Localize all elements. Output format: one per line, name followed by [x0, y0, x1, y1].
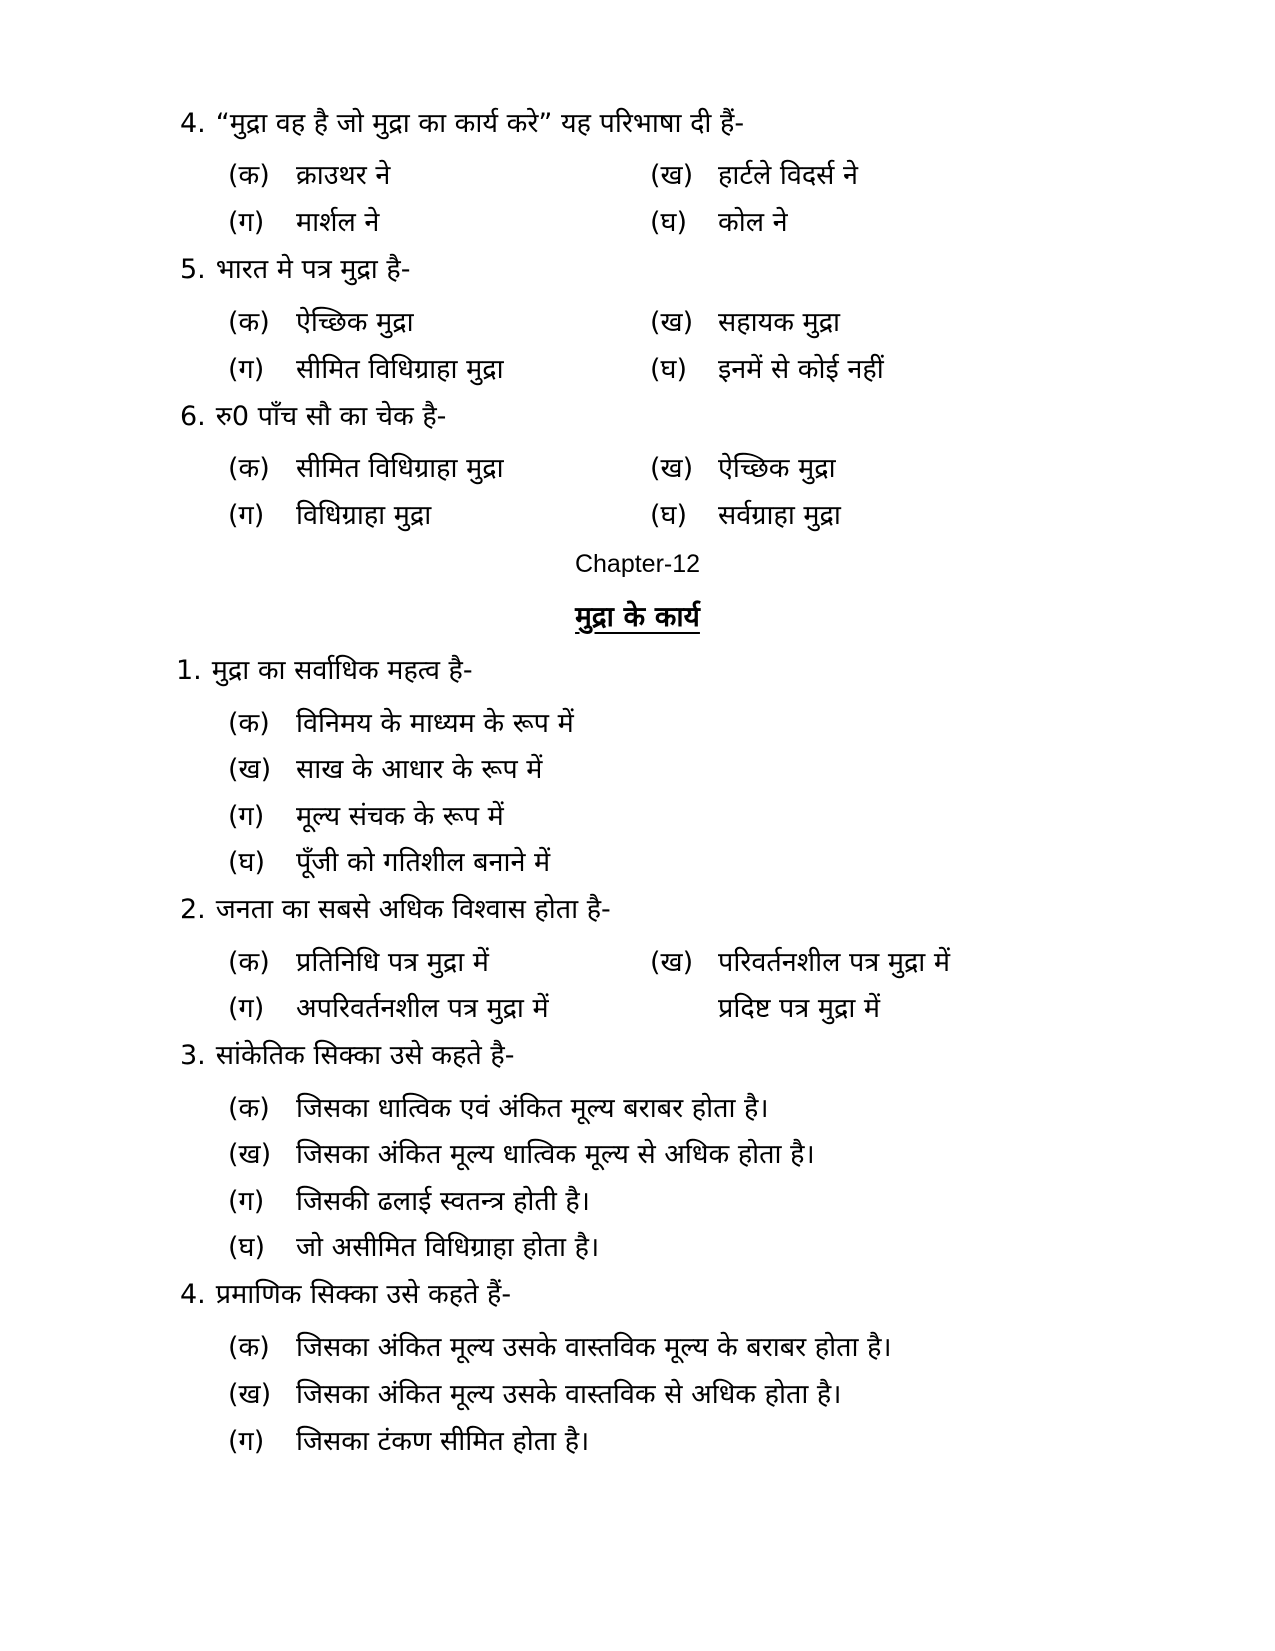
chapter-label: Chapter-12 [574, 550, 701, 578]
question-text: प्रमाणिक सिक्का उसे कहते हैं- [215, 1279, 512, 1310]
option-label: (घ) [650, 207, 688, 238]
question-number: 6. [180, 401, 206, 432]
question-text: रु0 पाँच सौ का चेक है- [215, 401, 447, 432]
option-label: (क) [228, 307, 270, 338]
option-text: इनमें से कोई नहीं [718, 354, 884, 385]
option-label: (ख) [650, 947, 694, 978]
option-label: (क) [228, 160, 270, 191]
option-label: (ख) [650, 160, 694, 191]
question-b2 [180, 892, 611, 928]
question-b1 [176, 653, 473, 689]
option-text: ऐच्छिक मुद्रा [718, 453, 836, 484]
option-text: मार्शल ने [296, 207, 380, 238]
option-text: साख के आधार के रूप में [296, 754, 543, 785]
question-text: भारत मे पत्र मुद्रा है- [215, 254, 411, 285]
option-label: (ग) [228, 993, 265, 1024]
option-label: (क) [228, 453, 270, 484]
question-number: 3. [180, 1040, 206, 1071]
option-text: जिसका अंकित मूल्य उसके वास्तविक मूल्य के बराबर होता है। [296, 1332, 892, 1363]
option-text: हार्टले विदर्स ने [718, 160, 858, 191]
chapter-title [0, 598, 1275, 636]
option-text: विनिमय के माध्यम के रूप में [296, 708, 574, 739]
option-text: जिसका अंकित मूल्य उसके वास्तविक से अधिक होता है। [296, 1379, 842, 1410]
option-label: (घ) [228, 1232, 266, 1263]
option-label: (ग) [228, 801, 265, 832]
option-label: (क) [228, 1332, 270, 1363]
option-text: क्राउथर ने [296, 160, 391, 191]
question-b3 [180, 1038, 514, 1074]
option-text: जिसकी ढलाई स्वतन्त्र होती है। [296, 1186, 590, 1217]
option-label: (क) [228, 947, 270, 978]
option-text: जिसका टंकण सीमित होता है। [296, 1426, 590, 1457]
chapter-title-text: मुद्रा के कार्य [575, 600, 700, 633]
question-number: 4. [180, 1279, 206, 1310]
question-number: 4. [180, 108, 206, 139]
option-text: प्रतिनिधि पत्र मुद्रा में [296, 947, 489, 978]
option-label: (क) [228, 1093, 270, 1124]
question-number: 2. [180, 894, 206, 925]
question-number: 5. [180, 254, 206, 285]
option-label: (ग) [228, 1426, 265, 1457]
question-number: 1. [176, 655, 202, 686]
question-text: मुद्रा का सर्वाधिक महत्व है- [211, 655, 473, 686]
question-text: जनता का सबसे अधिक विश्वास होता है- [215, 894, 611, 925]
option-text: कोल ने [718, 207, 788, 238]
option-text: सर्वग्राहा मुद्रा [718, 500, 841, 531]
question-a6 [180, 399, 446, 435]
option-label: (घ) [228, 847, 266, 878]
option-label: (घ) [650, 354, 688, 385]
option-text: सहायक मुद्रा [718, 307, 841, 338]
option-text: मूल्य संचक के रूप में [296, 801, 504, 832]
option-label: (क) [228, 708, 270, 739]
option-text: सीमित विधिग्राहा मुद्रा [296, 453, 504, 484]
question-text: “मुद्रा वह है जो मुद्रा का कार्य करे” यह परिभाषा दी हैं- [215, 108, 745, 139]
option-text: विधिग्राहा मुद्रा [296, 500, 432, 531]
option-label: (ख) [228, 1139, 272, 1170]
option-label: (ग) [228, 207, 265, 238]
option-text: सीमित विधिग्राहा मुद्रा [296, 354, 504, 385]
option-label: (ख) [228, 1379, 272, 1410]
option-text: पूँजी को गतिशील बनाने में [296, 847, 551, 878]
option-label: (ग) [228, 1186, 265, 1217]
question-text: सांकेतिक सिक्का उसे कहते है- [215, 1040, 515, 1071]
question-a4 [180, 106, 744, 142]
option-text: परिवर्तनशील पत्र मुद्रा में [718, 947, 951, 978]
option-label: (घ) [650, 500, 688, 531]
option-text: प्रदिष्ट पत्र मुद्रा में [718, 993, 881, 1024]
option-text: जो असीमित विधिग्राहा होता है। [296, 1232, 600, 1263]
option-label: (ख) [650, 307, 694, 338]
option-label: (ग) [228, 354, 265, 385]
question-a5 [180, 252, 410, 288]
option-text: जिसका अंकित मूल्य धात्विक मूल्य से अधिक होता है। [296, 1139, 815, 1170]
option-label: (ख) [228, 754, 272, 785]
option-text: जिसका धात्विक एवं अंकित मूल्य बराबर होता है। [296, 1093, 769, 1124]
option-label: (ग) [228, 500, 265, 531]
question-b4 [180, 1277, 511, 1313]
option-text: अपरिवर्तनशील पत्र मुद्रा में [296, 993, 549, 1024]
option-text: ऐच्छिक मुद्रा [296, 307, 414, 338]
option-label: (ख) [650, 453, 694, 484]
